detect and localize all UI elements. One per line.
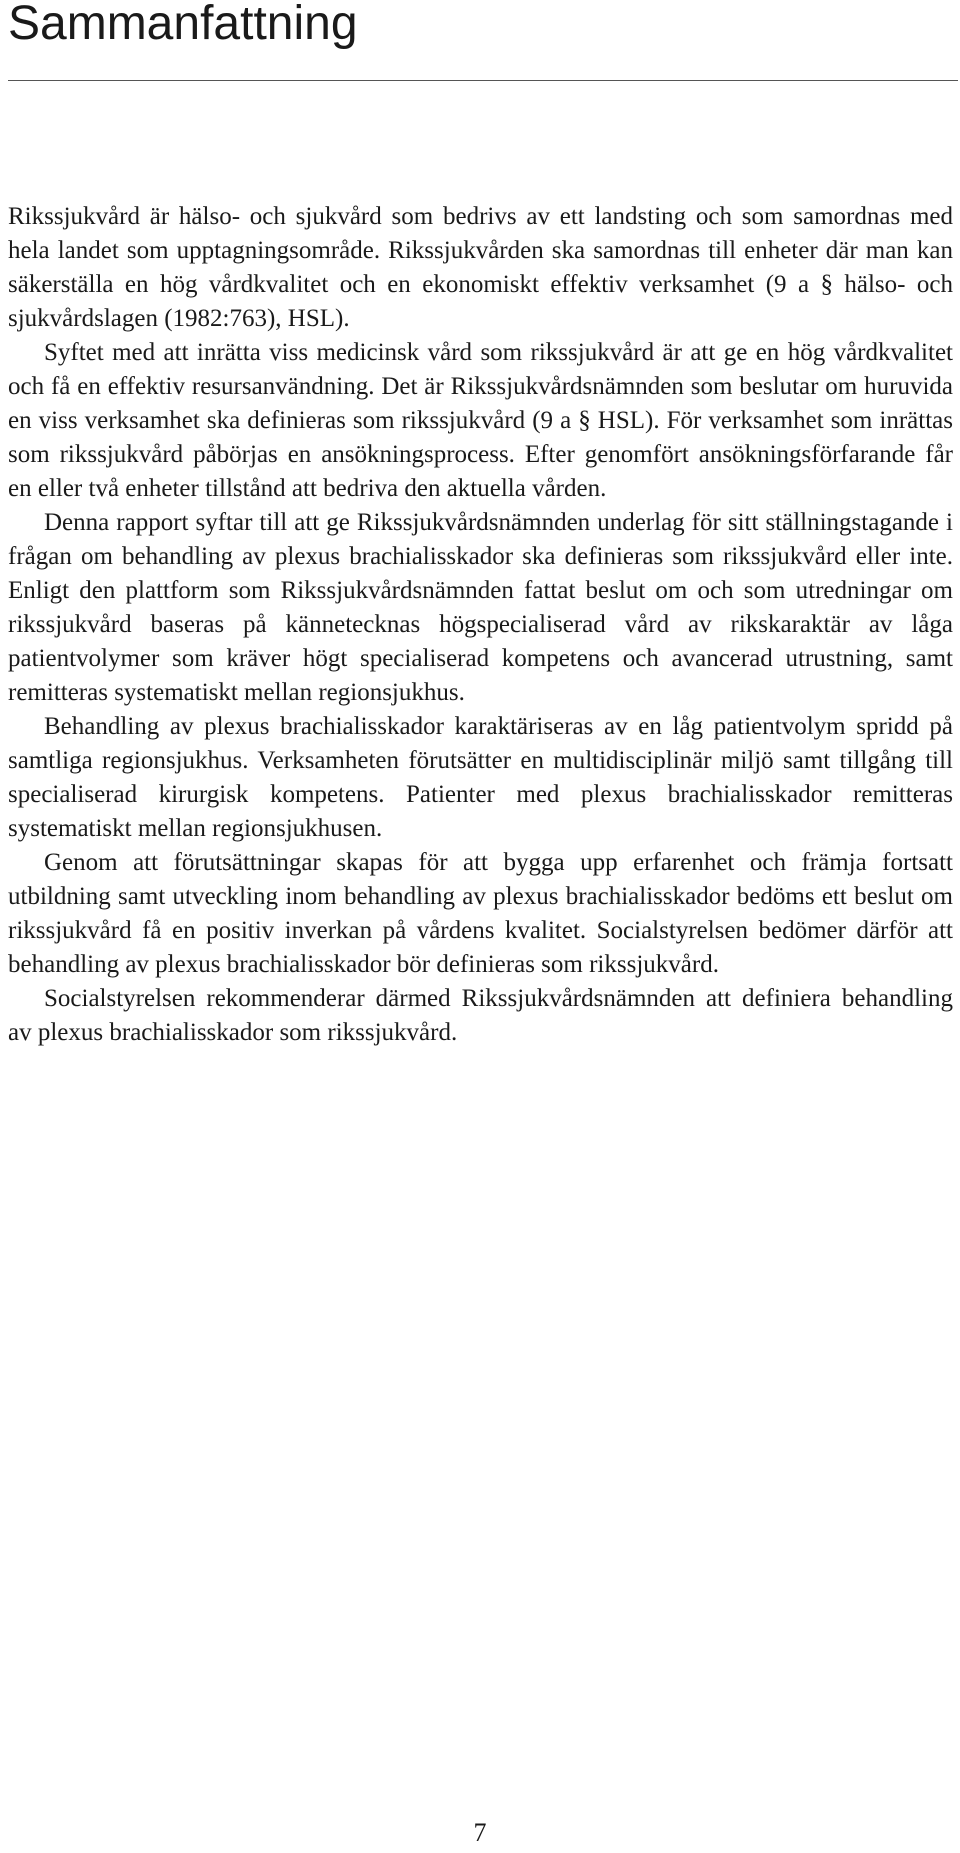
page-number: 7 (473, 1818, 487, 1847)
page-title: Sammanfattning (8, 0, 358, 50)
paragraph: Socialstyrelsen rekommenderar därmed Rikssjukvårdsnämnden att definiera behandling av plexus brachialisskador som rikssjukvård. (8, 985, 953, 1046)
paragraph: Rikssjukvård är hälso- och sjukvård som bedrivs av ett landsting och som samordnas med hela landet som upptagningsområde. Rikssjukvården ska samordnas till enheter där man kan säkerställa en hög vårdkvalitet och en ekonomiskt effektiv verksamhet (9 a § hälso- och sjukvårdslagen (1982:763), HSL). (8, 203, 953, 332)
summary-body (8, 200, 953, 1050)
title-divider (8, 80, 958, 81)
paragraph: Denna rapport syftar till att ge Rikssjukvårdsnämnden underlag för sitt ställningstagande i frågan om behandling av plexus brachialisskador ska definieras som rikssjukvård eller inte. Enligt den plattform som Rikssjukvårdsnämnden fattat beslut om och som utredningar om rikssjukvård baseras på kännetecknas högspecialiserad vård av rikskaraktär av låga patientvolymer som kräver högt specialiserad kompetens och avancerad utrustning, samt remitteras systematiskt mellan regionsjukhus. (8, 509, 953, 706)
paragraph: Genom att förutsättningar skapas för att bygga upp erfarenhet och främja fortsatt utbildning samt utveckling inom behandling av plexus brachialisskador bedöms ett beslut om rikssjukvård få en positiv inverkan på vårdens kvalitet. Socialstyrelsen bedömer därför att behandling av plexus brachialisskador bör definieras som rikssjukvård. (8, 849, 953, 978)
paragraph: Behandling av plexus brachialisskador karaktäriseras av en låg patientvolym spridd på samtliga regionsjukhus. Verksamheten förutsätter en multidisciplinär miljö samt tillgång till specialiserad kirurgisk kompetens. Patienter med plexus brachialisskador remitteras systematiskt mellan regionsjukhusen. (8, 713, 953, 842)
paragraph: Syftet med att inrätta viss medicinsk vård som rikssjukvård är att ge en hög vårdkvalitet och få en effektiv resursanvändning. Det är Rikssjukvårdsnämnden som beslutar om huruvida en viss verksamhet ska definieras som rikssjukvård (9 a § HSL). För verksamhet som inrättas som rikssjukvård påbörjas en ansökningsprocess. Efter genomfört ansökningsförfarande får en eller två enheter tillstånd att bedriva den aktuella vården. (8, 339, 953, 502)
